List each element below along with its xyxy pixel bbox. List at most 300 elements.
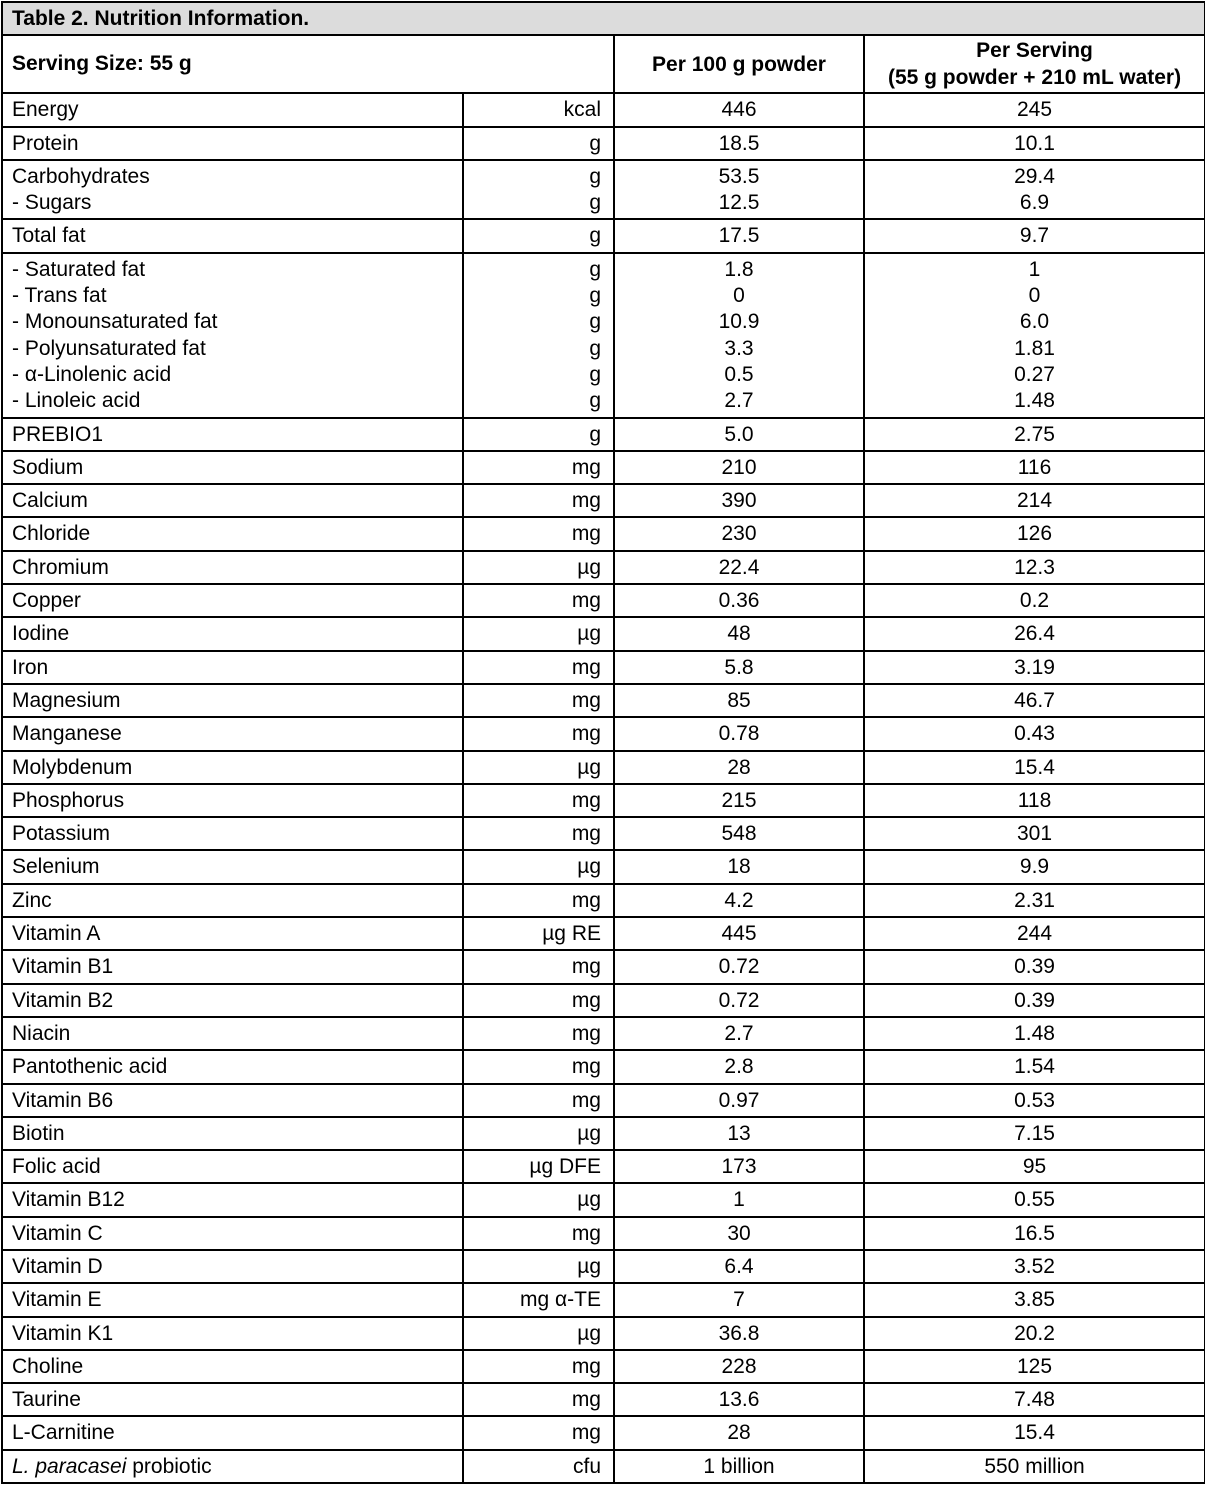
nutrient-unit: mg [571,688,601,712]
nutrient-name-cell [2,1117,463,1150]
table-row [2,1084,1205,1117]
value-per-100g: 48 [727,622,751,646]
value-per-100g-cell [614,484,864,517]
table-row [2,617,1205,650]
nutrient-name: Vitamin B1 [12,955,114,979]
nutrient-unit-cell [463,1084,614,1117]
nutrient-unit-cell [463,1383,614,1416]
value-per-serving: 214 [1017,489,1053,513]
nutrient-unit-cell [463,160,614,220]
nutrient-name: Protein [12,131,79,155]
nutrient-name: Chloride [12,522,91,546]
value-per-100g-cell [614,850,864,883]
value-per-serving: 126 [1017,522,1053,546]
value-per-serving: 2.31 [1014,888,1055,912]
value-per-100g-cell [614,717,864,750]
value-per-100g: 548 [721,822,757,846]
value-per-serving: 3.52 [1014,1254,1055,1278]
nutrient-name-cell [2,127,463,160]
nutrient-name: Selenium [12,855,100,879]
nutrient-name: Carbohydrates [12,164,150,188]
table-row [2,817,1205,850]
value-per-100g: 30 [727,1221,751,1245]
table-row [2,1217,1205,1250]
nutrient-name-cell [2,551,463,584]
nutrient-unit: mg [571,522,601,546]
nutrient-name-cell [2,884,463,917]
value-per-100g: 17.5 [718,224,760,248]
nutrient-name [12,1454,458,1480]
nutrition-table-container [1,1,1204,1484]
nutrient-unit: g [589,310,601,334]
nutrient-name-cell [2,717,463,750]
nutrient-unit: cfu [572,1454,601,1478]
nutrient-unit: µg [577,622,601,646]
nutrient-unit-cell [463,950,614,983]
nutrient-name-cell [2,1317,463,1350]
nutrient-unit: µg DFE [529,1155,601,1179]
nutrient-unit-cell [463,584,614,617]
value-per-100g: 445 [721,922,757,946]
value-per-serving: 10.1 [1014,131,1055,155]
value-per-serving: 26.4 [1014,622,1055,646]
nutrient-name: Vitamin K1 [12,1321,114,1345]
nutrient-name: Taurine [12,1388,81,1412]
value-per-100g: 0.97 [718,1088,760,1112]
value-per-serving: 6.9 [1019,191,1050,215]
nutrient-name: Total fat [12,224,86,248]
value-per-100g: 28 [727,1421,751,1445]
value-per-serving-cell [864,1450,1205,1483]
value-per-100g: 446 [721,98,757,122]
value-per-serving-cell [864,684,1205,717]
value-per-100g-cell [614,584,864,617]
nutrient-name: Vitamin B6 [12,1088,114,1112]
value-per-100g-cell [614,1250,864,1283]
nutrient-unit: g [589,257,601,281]
value-per-serving-cell [864,1350,1205,1383]
value-per-serving-cell [864,1017,1205,1050]
nutrient-name-cell [2,1283,463,1316]
value-per-serving: 0.43 [1014,722,1055,746]
table-row [2,484,1205,517]
nutrient-name-cell [2,1050,463,1083]
value-per-serving: 7.48 [1014,1388,1055,1412]
nutrient-unit-cell [463,850,614,883]
nutrient-name-cell [2,253,463,418]
nutrient-name-cell [2,1450,463,1483]
nutrient-name: Biotin [12,1121,65,1145]
value-per-100g-cell [614,651,864,684]
nutrient-name-cell [2,917,463,950]
nutrient-unit: mg [571,589,601,613]
table-row [2,684,1205,717]
nutrient-name-cell [2,484,463,517]
nutrient-unit: g [589,131,601,155]
value-per-100g: 13 [727,1121,751,1145]
value-per-100g-cell [614,1017,864,1050]
table-row [2,451,1205,484]
nutrient-name-cell [2,850,463,883]
value-per-serving-cell [864,817,1205,850]
nutrient-name: Vitamin B2 [12,988,114,1012]
table-row [2,219,1205,252]
value-per-serving: 20.2 [1014,1321,1055,1345]
nutrient-unit-cell [463,917,614,950]
value-per-100g-cell [614,517,864,550]
nutrient-unit: µg [577,755,601,779]
nutrient-name-cell [2,617,463,650]
nutrient-name: Vitamin B12 [12,1188,125,1212]
nutrient-name-cell [2,984,463,1017]
nutrient-name-cell [2,517,463,550]
nutrient-unit-cell [463,1017,614,1050]
value-per-serving-cell [864,418,1205,451]
value-per-serving: 2.75 [1014,422,1055,446]
value-per-serving: 125 [1017,1354,1053,1378]
value-per-serving: 12.3 [1014,555,1055,579]
nutrient-unit-cell [463,253,614,418]
value-per-serving-cell [864,1084,1205,1117]
nutrient-name-cell [2,1383,463,1416]
value-per-serving: 0.39 [1014,988,1055,1012]
value-per-serving-cell [864,1183,1205,1216]
table-row [2,751,1205,784]
nutrient-name: - α-Linolenic acid [12,362,172,386]
nutrient-unit: µg [577,855,601,879]
nutrient-unit: mg [571,1088,601,1112]
value-per-serving-cell [864,1217,1205,1250]
value-per-serving-cell [864,517,1205,550]
value-per-100g: 0.72 [718,955,760,979]
table-row [2,517,1205,550]
value-per-100g: 173 [721,1155,757,1179]
nutrient-name: Chromium [12,555,109,579]
value-per-serving: 118 [1017,788,1052,812]
nutrient-name-cell [2,418,463,451]
nutrient-unit: mg [571,1388,601,1412]
value-per-100g: 5.8 [724,655,754,679]
value-per-serving-cell [864,551,1205,584]
value-per-100g: 0.72 [718,988,760,1012]
nutrient-unit: g [589,164,601,188]
nutrient-unit-cell [463,418,614,451]
nutrient-unit: µg RE [542,922,601,946]
nutrient-unit: g [589,284,601,308]
nutrient-unit: µg [577,1188,601,1212]
value-per-serving-cell [864,484,1205,517]
value-per-serving: 0.27 [1014,362,1055,386]
table-row [2,884,1205,917]
value-per-100g-cell [614,1416,864,1449]
nutrient-unit: kcal [563,98,601,122]
nutrient-unit: g [589,224,601,248]
nutrient-unit: g [589,389,601,413]
nutrient-unit: mg [571,1354,601,1378]
value-per-serving-cell [864,1050,1205,1083]
nutrient-name-cell [2,784,463,817]
header-row [2,35,1205,93]
nutrient-name: Vitamin E [12,1288,102,1312]
value-per-serving: 1 [1028,257,1041,281]
value-per-100g: 18 [727,855,751,879]
value-per-100g: 1.8 [724,257,754,281]
value-per-serving: 95 [1022,1155,1047,1179]
table-row [2,784,1205,817]
value-per-100g-cell [614,1050,864,1083]
nutrient-unit-cell [463,1117,614,1150]
nutrient-name-cell [2,1084,463,1117]
value-per-serving: 550 million [984,1454,1085,1478]
nutrient-unit: mg [571,955,601,979]
nutrient-name-cell [2,1250,463,1283]
nutrient-unit: mg [571,1421,601,1445]
value-per-100g: 10.9 [718,310,760,334]
nutrient-unit: mg [571,888,601,912]
value-per-100g: 0.5 [724,362,754,386]
value-per-100g: 18.5 [718,131,760,155]
value-per-serving-cell [864,984,1205,1017]
value-per-serving: 0.53 [1014,1088,1055,1112]
nutrient-unit-cell [463,1150,614,1183]
table-row [2,93,1205,126]
value-per-serving-cell [864,1317,1205,1350]
nutrient-name: Pantothenic acid [12,1055,168,1079]
nutrient-name: Iron [12,655,49,679]
nutrient-unit: mg [571,1021,601,1045]
value-per-100g-cell [614,751,864,784]
nutrient-unit-cell [463,1050,614,1083]
nutrient-name-cell [2,93,463,126]
table-row [2,160,1205,220]
nutrient-name-cell [2,751,463,784]
nutrient-name-cell [2,817,463,850]
value-per-serving-cell [864,451,1205,484]
value-per-serving-cell [864,219,1205,252]
nutrient-unit: µg [577,1321,601,1345]
value-per-100g: 36.8 [718,1321,760,1345]
value-per-100g-cell [614,884,864,917]
nutrient-name: Vitamin A [12,922,101,946]
nutrient-unit-cell [463,1217,614,1250]
value-per-serving: 0.39 [1014,955,1055,979]
value-per-100g-cell [614,451,864,484]
nutrient-unit: µg [577,555,601,579]
nutrient-unit: g [589,422,601,446]
value-per-serving: 9.7 [1019,224,1050,248]
nutrient-name: Phosphorus [12,788,125,812]
nutrient-name: Molybdenum [12,755,133,779]
value-per-serving: 1.54 [1014,1055,1055,1079]
value-per-100g: 0 [733,284,745,308]
nutrient-name: - Saturated fat [12,257,146,281]
per-serving-header-line2: (55 g powder + 210 mL water) [887,66,1182,90]
nutrient-name: - Polyunsaturated fat [12,336,206,360]
nutrient-name-cell [2,1017,463,1050]
value-per-100g-cell [614,950,864,983]
nutrient-name-cell [2,651,463,684]
per-100g-header: Per 100 g powder [614,35,864,93]
table-title: Table 2. Nutrition Information. [2,2,1205,35]
nutrient-name-cell [2,160,463,220]
value-per-100g: 7 [733,1288,745,1312]
value-per-100g: 0.78 [718,722,760,746]
value-per-100g: 2.7 [724,1021,754,1045]
table-row [2,950,1205,983]
value-per-100g-cell [614,1084,864,1117]
table-body [2,93,1205,1483]
nutrient-name: Folic acid [12,1155,101,1179]
value-per-100g: 230 [721,522,757,546]
value-per-serving-cell [864,617,1205,650]
value-per-serving-cell [864,917,1205,950]
value-per-100g-cell [614,93,864,126]
value-per-100g: 13.6 [718,1388,760,1412]
nutrient-unit-cell [463,984,614,1017]
value-per-serving: 0.55 [1014,1188,1055,1212]
value-per-serving: 29.4 [1014,164,1055,188]
nutrient-unit-cell [463,1183,614,1216]
nutrient-unit-cell [463,884,614,917]
nutrient-unit-cell [463,127,614,160]
table-row [2,1350,1205,1383]
value-per-100g-cell [614,1350,864,1383]
nutrient-unit-cell [463,1350,614,1383]
nutrient-unit: mg [571,489,601,513]
nutrient-name: Choline [12,1354,84,1378]
nutrient-unit-cell [463,717,614,750]
value-per-serving-cell [864,1150,1205,1183]
value-per-serving: 245 [1017,98,1053,122]
value-per-100g-cell [614,160,864,220]
nutrient-name-italic: L. paracasei [12,1454,127,1478]
nutrient-unit: mg [571,722,601,746]
value-per-serving: 15.4 [1014,755,1055,779]
value-per-100g-cell [614,984,864,1017]
value-per-serving: 0 [1028,284,1041,308]
value-per-100g: 228 [721,1354,757,1378]
value-per-100g: 390 [721,489,757,513]
value-per-100g-cell [614,219,864,252]
value-per-100g-cell [614,617,864,650]
nutrient-name: PREBIO1 [12,422,104,446]
nutrient-unit-cell [463,1416,614,1449]
value-per-serving: 3.85 [1014,1288,1055,1312]
nutrient-name: Vitamin D [12,1254,103,1278]
value-per-100g: 5.0 [724,422,754,446]
value-per-100g: 22.4 [718,555,760,579]
nutrient-unit-cell [463,1283,614,1316]
nutrient-unit: g [589,336,601,360]
value-per-100g-cell [614,551,864,584]
nutrient-name-cell [2,1150,463,1183]
nutrient-unit-cell [463,1250,614,1283]
value-per-100g: 28 [727,755,751,779]
nutrient-unit-cell [463,817,614,850]
value-per-serving-cell [864,584,1205,617]
nutrient-name-cell [2,1416,463,1449]
nutrient-unit: mg [571,788,601,812]
value-per-100g: 12.5 [718,191,760,215]
value-per-serving: 9.9 [1019,855,1050,879]
value-per-serving-cell [864,1383,1205,1416]
value-per-100g: 1 [733,1188,745,1212]
value-per-100g-cell [614,1383,864,1416]
value-per-serving-cell [864,651,1205,684]
nutrient-unit-cell [463,751,614,784]
value-per-100g-cell [614,1117,864,1150]
nutrient-name: Iodine [12,622,70,646]
value-per-100g-cell [614,1450,864,1483]
nutrient-unit-cell [463,784,614,817]
table-row [2,1017,1205,1050]
nutrient-unit: mg [571,1221,601,1245]
table-row [2,127,1205,160]
value-per-100g-cell [614,817,864,850]
value-per-serving-cell [864,253,1205,418]
nutrient-name-cell [2,1350,463,1383]
value-per-serving: 3.19 [1014,655,1055,679]
table-row [2,984,1205,1017]
value-per-serving-cell [864,1283,1205,1316]
nutrient-unit-cell [463,1450,614,1483]
table-row [2,717,1205,750]
serving-size-header: Serving Size: 55 g [2,35,614,93]
value-per-serving: 0.2 [1019,589,1050,613]
value-per-serving-cell [864,93,1205,126]
table-row [2,551,1205,584]
nutrient-name: Niacin [12,1021,71,1045]
nutrient-name-cell [2,584,463,617]
nutrient-unit-cell [463,219,614,252]
table-row [2,1416,1205,1449]
value-per-serving-cell [864,160,1205,220]
value-per-serving: 1.48 [1014,389,1055,413]
nutrient-name: Potassium [12,822,111,846]
value-per-serving-cell [864,1250,1205,1283]
value-per-serving-cell [864,717,1205,750]
value-per-serving-cell [864,1416,1205,1449]
nutrient-name: Magnesium [12,688,121,712]
nutrient-unit: µg [577,1121,601,1145]
nutrient-unit-cell [463,684,614,717]
table-row [2,1283,1205,1316]
per-serving-header-line1: Per Serving [976,39,1093,63]
table-row [2,253,1205,418]
nutrient-unit: mg [571,988,601,1012]
nutrient-unit-cell [463,517,614,550]
table-row [2,1450,1205,1483]
nutrient-name-cell [2,950,463,983]
nutrient-name-cell [2,219,463,252]
table-row [2,917,1205,950]
nutrient-unit: mg α-TE [520,1288,601,1312]
nutrient-unit-cell [463,451,614,484]
table-row [2,1383,1205,1416]
value-per-100g: 53.5 [718,164,760,188]
nutrient-unit-cell [463,484,614,517]
nutrient-name-cell [2,451,463,484]
table-row [2,1317,1205,1350]
value-per-serving: 244 [1017,922,1053,946]
value-per-100g: 215 [721,788,757,812]
value-per-100g: 210 [721,455,757,479]
nutrient-unit: mg [571,455,601,479]
nutrient-name: Vitamin C [12,1221,103,1245]
value-per-serving-cell [864,751,1205,784]
table-row [2,1117,1205,1150]
nutrient-unit-cell [463,551,614,584]
